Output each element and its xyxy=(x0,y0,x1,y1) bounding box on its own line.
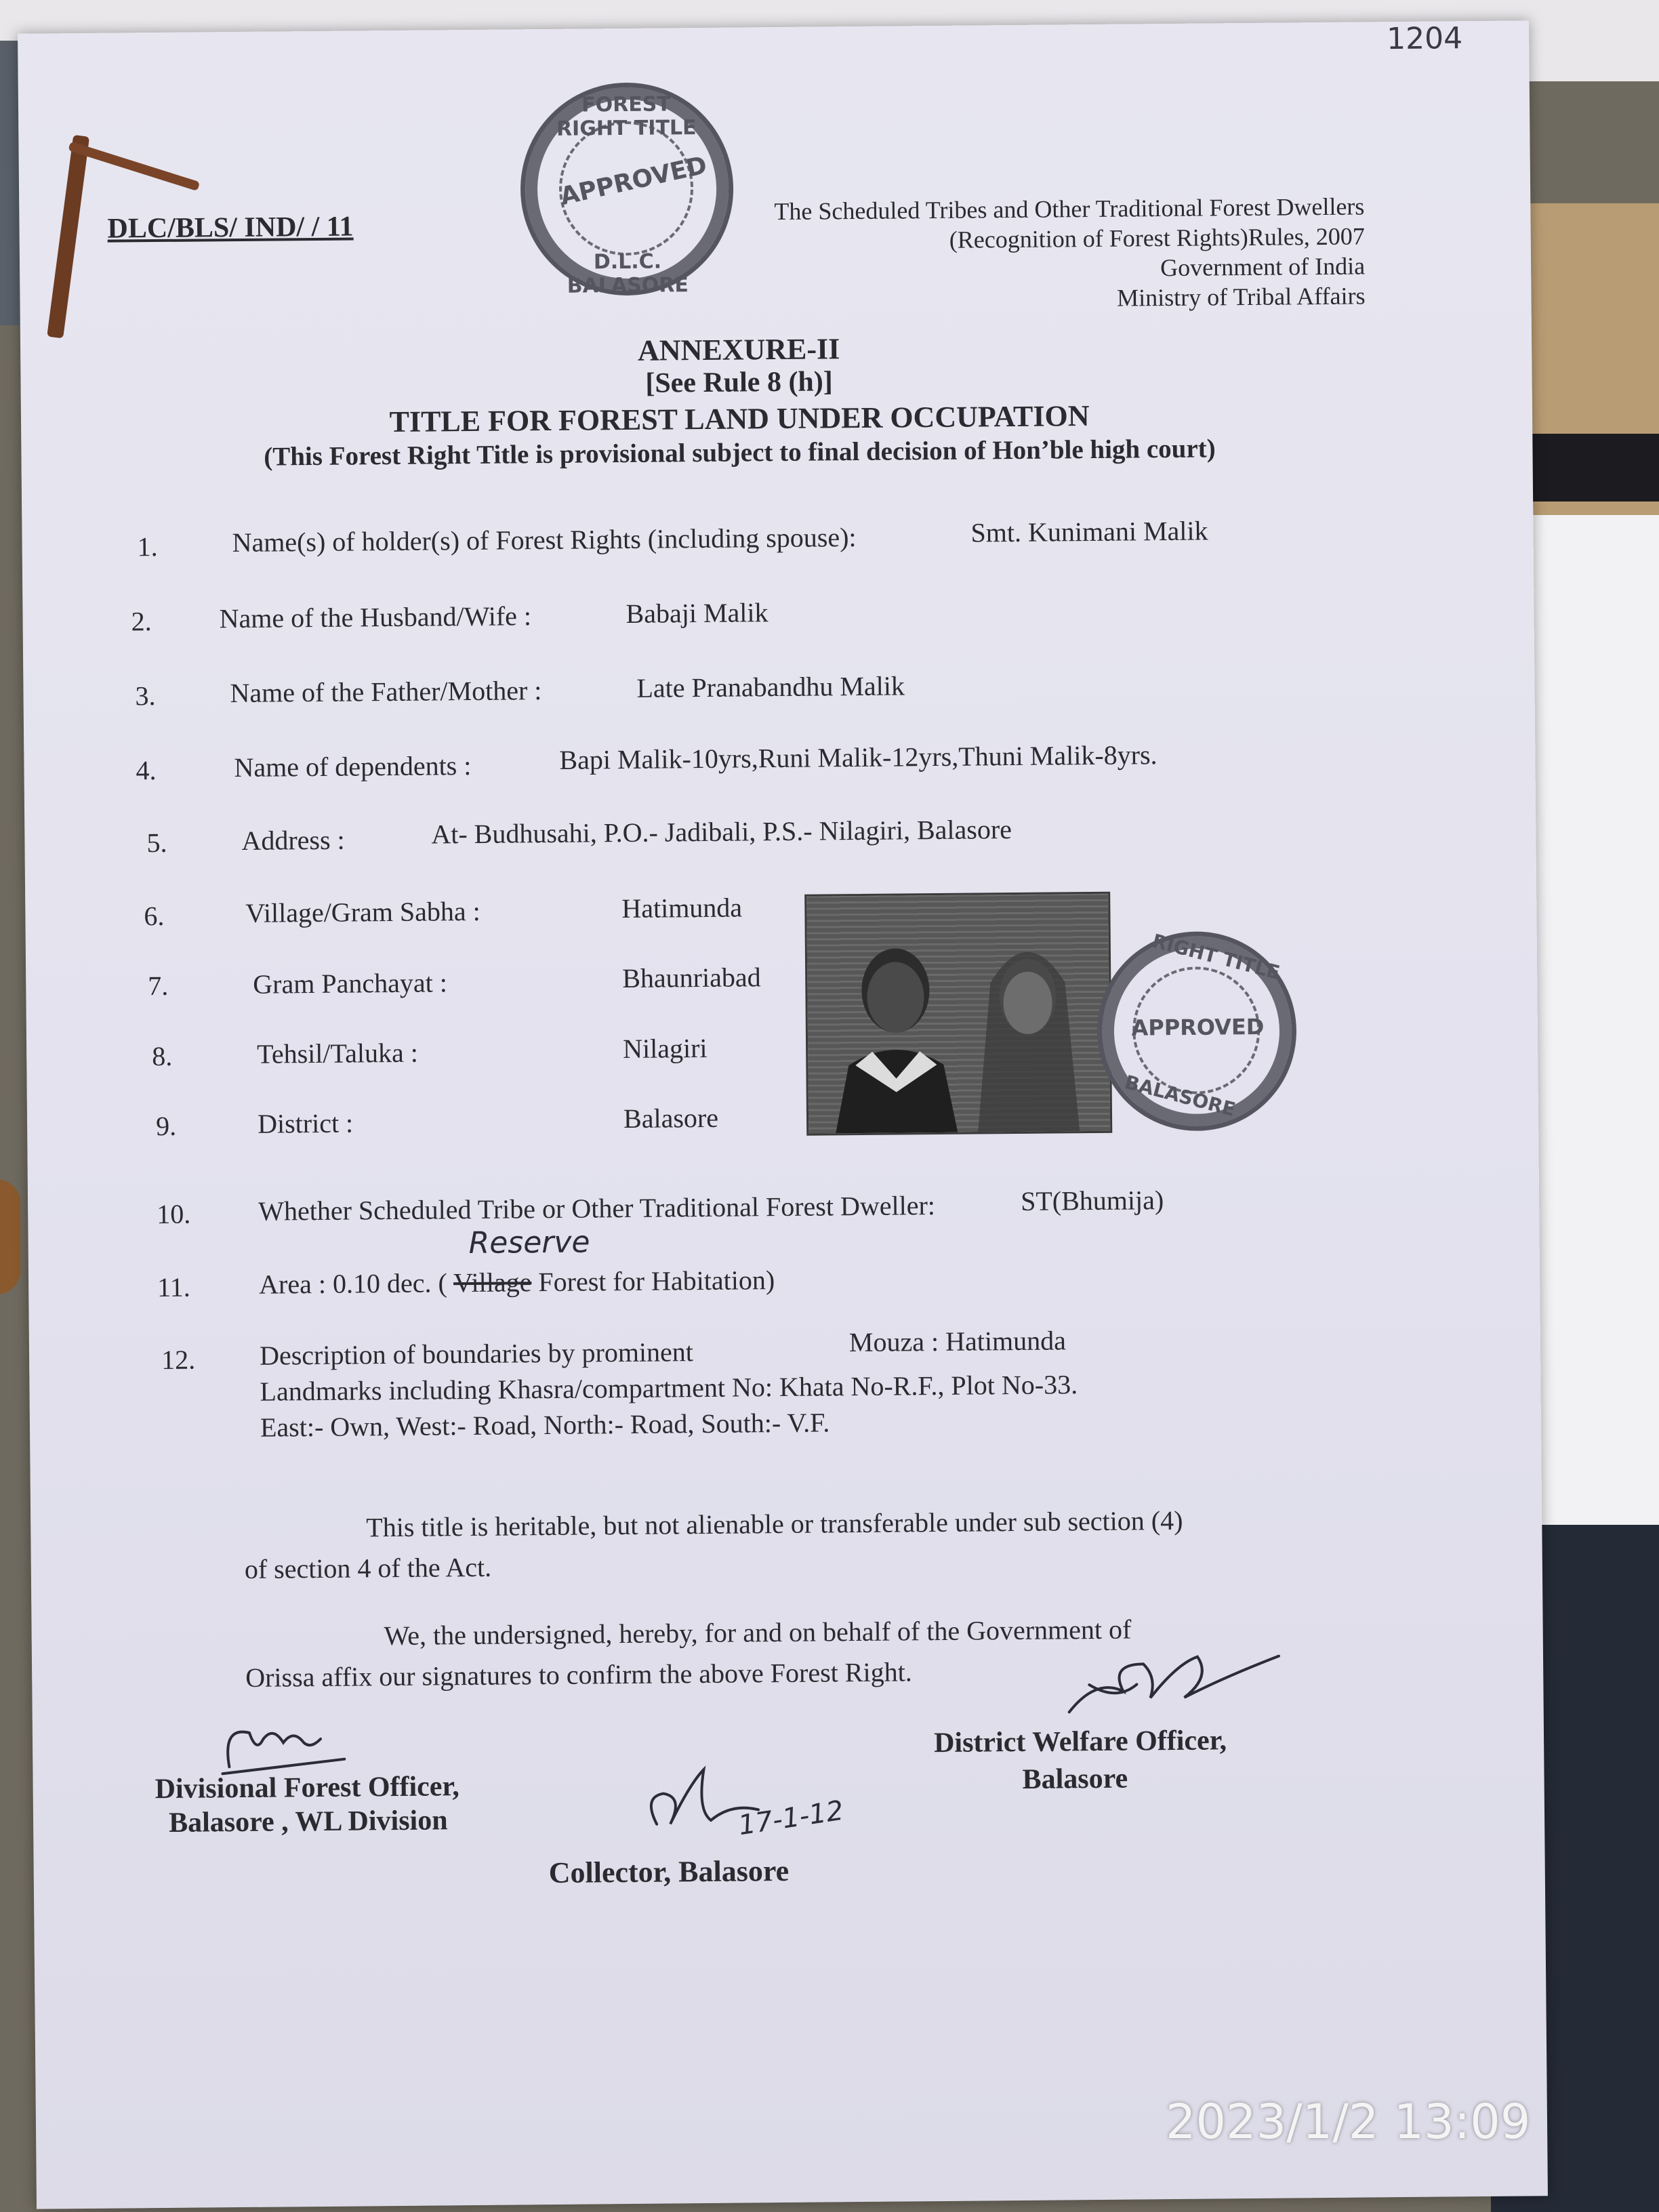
reference-number: DLC/BLS/ IND/ / 11 xyxy=(107,211,354,245)
stamp-center-text: APPROVED xyxy=(557,151,710,211)
document-title: TITLE FOR FOREST LAND UNDER OCCUPATION xyxy=(389,399,1090,439)
act-header xyxy=(774,191,1365,316)
document-page xyxy=(18,20,1548,2209)
background-sheet xyxy=(1525,515,1659,1532)
boundaries-line-2: Landmarks including Khasra/compartment No: Khata No-R.F., Plot No-33. xyxy=(260,1369,1078,1407)
item-number: 2. xyxy=(131,606,152,637)
boundaries-mouza: Mouza : Hatimunda xyxy=(848,1325,1067,1358)
item-value: Bhaunriabad xyxy=(622,962,761,994)
item-label: Address : xyxy=(241,824,345,856)
stamp-center-text: APPROVED xyxy=(1131,1014,1265,1041)
area-line xyxy=(259,1264,775,1300)
item-label: Village/Gram Sabha : xyxy=(245,895,480,928)
stamp-outer-text: FOREST RIGHT TITLE xyxy=(556,92,697,141)
dfo-signature xyxy=(209,1712,359,1781)
item-value: At- Budhusahi, P.O.- Jadibali, P.S.- Nilagiri, Balasore xyxy=(431,814,1012,850)
signature-clause-line-1: We, the undersigned, hereby, for and on behalf of the Government of xyxy=(384,1614,1132,1652)
item-number: 10. xyxy=(157,1198,191,1230)
heritable-clause-line-2: of section 4 of the Act. xyxy=(244,1551,492,1584)
item-number: 4. xyxy=(136,755,157,786)
act-header-line: Ministry of Tribal Affairs xyxy=(1116,282,1366,312)
area-struck-word: Village xyxy=(453,1267,532,1298)
dwo-title: District Welfare Officer, xyxy=(933,1725,1227,1759)
collector-title: Collector, Balasore xyxy=(548,1853,790,1890)
item-label: Name of the Father/Mother : xyxy=(230,675,542,709)
annexure-heading: ANNEXURE-II xyxy=(637,332,840,367)
item-value: ST(Bhumija) xyxy=(1020,1185,1164,1216)
corner-note: 1204 xyxy=(1386,21,1463,57)
item-number: 3. xyxy=(135,680,156,712)
item-label: Whether Scheduled Tribe or Other Traditional Forest Dweller: xyxy=(258,1190,936,1227)
item-number: 9. xyxy=(155,1110,177,1142)
item-value: Late Pranabandhu Malik xyxy=(636,670,905,703)
item-label: Name of the Husband/Wife : xyxy=(219,600,532,634)
act-header-line: (Recognition of Forest Rights)Rules, 2007 xyxy=(949,222,1365,253)
rust-staple-mark xyxy=(68,142,200,191)
background-stripe xyxy=(1518,434,1659,501)
area-number: 11. xyxy=(157,1271,190,1303)
item-label: Gram Panchayat : xyxy=(253,967,448,1000)
item-value: Babaji Malik xyxy=(626,597,769,629)
item-number: 5. xyxy=(146,827,167,859)
heritable-clause-line-1: This title is heritable, but not alienable or transferable under sub section (4) xyxy=(366,1504,1183,1543)
dwo-signature xyxy=(1048,1635,1293,1725)
act-header-line: The Scheduled Tribes and Other Traditional Forest Dwellers xyxy=(774,192,1365,226)
boundaries-number: 12. xyxy=(161,1344,196,1376)
item-value: Hatimunda xyxy=(621,892,743,924)
collector-signature-date: 17-1-12 xyxy=(736,1795,846,1842)
boundaries-line-1: Description of boundaries by prominent xyxy=(259,1336,694,1371)
rust-staple-mark xyxy=(47,135,89,339)
stamp-outer-text: RIGHT TITLE xyxy=(1149,929,1282,984)
item-number: 8. xyxy=(152,1040,173,1072)
stamp-bottom-text: BALASORE xyxy=(1122,1071,1238,1121)
stamp-bottom-text: D.L.C. BALASORE xyxy=(567,249,689,298)
item-label: Name(s) of holder(s) of Forest Rights (including spouse): xyxy=(232,522,857,558)
rule-reference: [See Rule 8 (h)] xyxy=(645,366,833,399)
item-value: Nilagiri xyxy=(622,1032,708,1065)
holder-photo-figures xyxy=(806,894,1110,1134)
item-number: 1. xyxy=(137,531,158,562)
item-label: District : xyxy=(257,1107,354,1139)
photo-timestamp: 2023/1/2 13:09 xyxy=(1166,2094,1531,2150)
area-prefix: Area : 0.10 dec. ( xyxy=(258,1267,447,1300)
item-number: 6. xyxy=(144,900,165,932)
boundaries-line-3: East:- Own, West:- Road, North:- Road, South:- V.F. xyxy=(260,1407,830,1443)
finger xyxy=(0,1179,20,1294)
dwo-location: Balasore xyxy=(1022,1763,1128,1795)
area-handwritten-correction: Reserve xyxy=(468,1225,590,1261)
dfo-division: Balasore , WL Division xyxy=(168,1805,448,1839)
item-number: 7. xyxy=(148,970,169,1002)
dfo-title: Divisional Forest Officer, xyxy=(155,1771,459,1805)
item-label: Name of dependents : xyxy=(234,750,472,783)
signature-clause-line-2: Orissa affix our signatures to confirm the above Forest Right. xyxy=(245,1656,912,1693)
item-label: Tehsil/Taluka : xyxy=(256,1037,419,1069)
document-subtitle: (This Forest Right Title is provisional subject to final decision of Hon’ble high court) xyxy=(264,434,1216,472)
approval-stamp-top xyxy=(520,82,735,297)
holder-photo xyxy=(804,892,1112,1136)
item-value: Bapi Malik-10yrs,Runi Malik-12yrs,Thuni Malik-8yrs. xyxy=(559,739,1158,775)
area-suffix: Forest for Habitation) xyxy=(538,1265,775,1298)
act-header-line: Government of India xyxy=(1160,252,1366,282)
item-value: Balasore xyxy=(623,1102,719,1134)
item-value: Smt. Kunimani Malik xyxy=(970,515,1208,548)
